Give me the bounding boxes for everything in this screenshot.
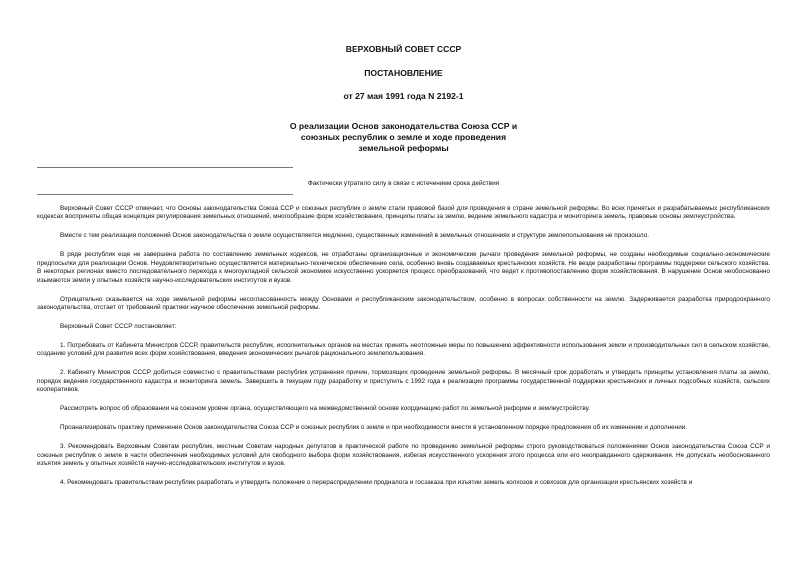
divider-top xyxy=(37,167,293,168)
document-title xyxy=(0,121,807,154)
paragraph: Проанализировать практику применения Основ законодательства Союза ССР и союзных республик о земле и при необходимости внести в установленном порядке предложения об их изменении и дополнении. xyxy=(60,424,688,432)
document-title-line: О реализации Основ законодательства Союза ССР и xyxy=(289,121,518,131)
paragraph: Верховный Совет СССР постановляет: xyxy=(60,323,177,331)
issuing-body-heading: ВЕРХОВНЫЙ СОВЕТ СССР xyxy=(345,44,462,54)
document-title-line: земельной реформы xyxy=(358,143,449,153)
document-title-line: союзных республик о земле и ходе проведения xyxy=(300,132,507,142)
document-body xyxy=(37,205,770,498)
paragraph: Рассмотреть вопрос об образовании на союзном уровне органа, осуществляющего на межведомственной основе координацию работ по земельной реформе и землеустройству. xyxy=(60,405,590,413)
document-type-heading: ПОСТАНОВЛЕНИЕ xyxy=(364,68,443,78)
paragraph: 4. Рекомендовать правительствам республик разработать и утвердить положение о перераспределении продналога и госзаказа при изъятии земель колхозов и совхозов для организации крестьянских хозяйств и xyxy=(60,479,693,487)
paragraph: Верховный Совет СССР отмечает, что Основы законодательства Союза ССР и союзных республик о земле стали правовой базой для проведения в стране земельной реформы. Во всех принятых и разрабатываемых республиканских кодексах восприняты общая концепция регулирования земельных отношений, многообразие форм хозяйствования, принципы платы за землю, ведение земельного кадастра и мониторинга земель, правовые основы землеустройства. xyxy=(37,205,770,221)
document-date-heading: от 27 мая 1991 года N 2192-1 xyxy=(343,91,464,101)
status-note: Фактически утратило силу в связи с истечением срока действия xyxy=(307,180,500,187)
paragraph: Вместе с тем реализация положений Основ законодательства о земле осуществляется медленно, существенных изменений в земельных отношениях и структуре землепользования не произошло. xyxy=(60,232,650,240)
paragraph: 2. Кабинету Министров СССР добиться совместно с правительствами республик устранения причин, тормозящих проведение земельной реформы. В месячный срок доработать и утвердить принципы установления платы за землю, порядок ведения государственного кадастра и мониторинга земель. Завершить в текущем году разработку и приступить с 1992 года к реализации программы государственной поддержки крестьянских и личных подсобных хозяйств, сельских кооперативов. xyxy=(37,369,770,394)
paragraph: 1. Потребовать от Кабинета Министров СССР, правительств республик, исполнительных органов на местах принять неотложные меры по повышению эффективности использования земли и производительных сил в сельском хозяйстве, созданию условий для развития всех форм хозяйствования, введения экономических рычагов рационального землепользования. xyxy=(37,342,770,358)
paragraph: В ряде республик еще не завершена работа по составлению земельных кодексов, не отработаны организационные и экономические рычаги проведения земельной реформы, не созданы необходимые социально-экономические предпосылки для реализации Основ. Неудовлетворительно осуществляется материально-техническое обеспечение села, особенно вновь создаваемых крестьянских хозяйств. Не везде разработаны программы поддержки сельского хозяйства. В некоторых регионах вместо последовательного перехода к многоукладной сельской экономике искусственно ускоряется процесс преобразований, что ведет к противопоставлению форм хозяйствования. В нарушение Основ необоснованно изымаются земли у опытных хозяйств научно-исследовательских институтов и вузов. xyxy=(37,251,770,284)
paragraph: Отрицательно сказывается на ходе земельной реформы несогласованность между Основами и республиканским законодательством, особенно в вопросах собственности на землю. Задерживается разработка природоохранного законодательства, отстает от требований практики научное обеспечение земельной реформы. xyxy=(37,295,770,312)
divider-bottom xyxy=(37,194,293,195)
paragraph: 3. Рекомендовать Верховным Советам республик, местным Советам народных депутатов в практической работе по проведению земельной реформы строго руководствоваться положениями Основ законодательства Союза ССР и союзных республик о земле в части обеспечения необходимых условий для свободного выбора форм хозяйствования, избегая искусственного ускорения этого процесса или его неоправданного сдерживания. Не допускать необоснованного изъятия земель у опытных хозяйств научно-исследовательских институтов и вузов. xyxy=(37,443,770,468)
